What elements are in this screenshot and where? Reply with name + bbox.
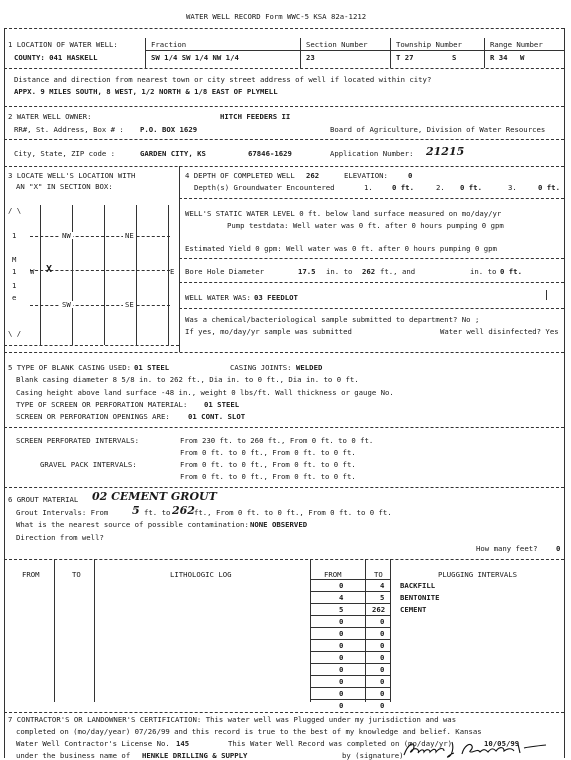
gravel-interval-1: From 0 ft. to 0 ft., From 0 ft. to 0 ft. <box>180 460 356 469</box>
signature-label: by (signature) <box>342 751 404 760</box>
record-completed-date: 10/05/99 <box>484 739 520 748</box>
log-header-to: TO <box>72 570 81 579</box>
divider <box>365 559 366 702</box>
plug-from: 0 <box>339 689 344 698</box>
fraction-field: SW 1/4 SW 1/4 NW 1/4 <box>151 53 239 62</box>
divider <box>4 427 564 428</box>
business-name-field: HENKLE DRILLING & SUPPLY <box>142 751 248 760</box>
plug-from: 0 <box>339 653 344 662</box>
signature-image <box>400 738 550 760</box>
plug-from: 4 <box>339 593 344 602</box>
range-dir: W <box>520 53 525 62</box>
grid-line <box>40 205 41 345</box>
grid-side-5: e <box>12 293 17 302</box>
divider <box>4 166 564 167</box>
well-water-field: 03 FEEDLOT <box>254 293 298 302</box>
depth-field: 262 <box>306 171 320 180</box>
divider <box>179 198 564 199</box>
bore-field: 17.5 <box>298 267 316 276</box>
section-divider <box>4 28 564 29</box>
plug-from: 0 <box>339 665 344 674</box>
plug-from: 0 <box>339 581 344 590</box>
plug-to: 0 <box>380 665 385 674</box>
direction-label: Direction from well? <box>16 533 104 542</box>
openings-field: 01 CONT. SLOT <box>188 412 246 421</box>
log-header-from: FROM <box>22 570 40 579</box>
divider <box>179 308 564 309</box>
locate-label-2: AN "X" IN SECTION BOX: <box>16 182 113 191</box>
bact-question: Was a chemical/bacteriological sample submitted to department? No ; <box>185 315 480 324</box>
casing-diameter-text: Blank casing diameter 8 5/8 in. to 262 ft., Dia in. to 0 ft., Dia in. to 0 ft. <box>16 375 359 384</box>
gw-2-value: 0 ft. <box>460 183 482 192</box>
business-name-label: under the business name of <box>16 751 131 760</box>
application-label: Application Number: <box>330 149 414 158</box>
license-field: 145 <box>176 739 190 748</box>
owner-field: HITCH FEEDERS II <box>220 112 291 121</box>
grout-intervals-label: Grout Intervals: From <box>16 508 109 517</box>
bore-in2-label: in. to <box>470 267 497 276</box>
elevation-label: ELEVATION: <box>344 171 388 180</box>
plug-to: 262 <box>372 605 386 614</box>
plug-from: 0 <box>339 677 344 686</box>
township-dir: S <box>452 53 457 62</box>
plug-to: 0 <box>380 701 385 710</box>
row-line <box>310 687 390 688</box>
divider <box>94 559 95 702</box>
grid-se: SE <box>125 300 134 309</box>
plug-from: 0 <box>339 701 344 710</box>
page-title: WATER WELL RECORD Form WWC-5 KSA 82a-1212 <box>186 12 367 21</box>
gw-2-num: 2. <box>436 183 445 192</box>
plug-from: 0 <box>339 617 344 626</box>
plug-material: BENTONITE <box>400 593 440 602</box>
locate-label-1: 3 LOCATE WELL'S LOCATION WITH <box>8 171 136 180</box>
license-label: Water Well Contractor's License No. <box>16 739 170 748</box>
contamination-field: NONE OBSERVED <box>250 520 308 529</box>
casing-label: 5 TYPE OF BLANK CASING USED: <box>8 363 132 372</box>
application-number: 21215 <box>426 145 465 158</box>
screen-interval-1: From 230 ft. to 260 ft., From 0 ft. to 0 ft. <box>180 436 374 445</box>
static-level-text: WELL'S STATIC WATER LEVEL 0 ft. below land surface measured on mo/day/yr <box>185 209 502 218</box>
zip-field: 67846-1629 <box>248 149 292 158</box>
divider <box>179 166 180 352</box>
township-label: Township Number <box>396 40 462 49</box>
grid-line <box>168 205 169 345</box>
contamination-label: What is the nearest source of possible contamination: <box>16 520 249 529</box>
divider <box>300 38 301 68</box>
section-number-label: Section Number <box>306 40 368 49</box>
divider <box>390 559 391 702</box>
range-label: Range Number <box>490 40 543 49</box>
section-number-field: 23 <box>306 53 315 62</box>
grid-ne: NE <box>125 231 134 240</box>
distance-question: Distance and direction from nearest town or city street address of well if located within city? <box>14 75 432 84</box>
township-field: T 27 <box>396 53 414 62</box>
gw-1-num: 1. <box>364 183 373 192</box>
joints-label: CASING JOINTS: <box>230 363 292 372</box>
grid-line <box>104 205 105 345</box>
grout-to-field: 262 <box>172 504 195 517</box>
sample-submitted-label: If yes, mo/day/yr sample was submitted <box>185 327 352 336</box>
grid-sw: SW <box>62 300 71 309</box>
city-field: GARDEN CITY, KS <box>140 149 206 158</box>
row-line <box>310 675 390 676</box>
gw-3-num: 3. <box>508 183 517 192</box>
divider <box>54 559 55 702</box>
plug-to: 0 <box>380 641 385 650</box>
divider <box>4 68 564 69</box>
plug-to: 4 <box>380 581 385 590</box>
screen-interval-2: From 0 ft. to 0 ft., From 0 ft. to 0 ft. <box>180 448 356 457</box>
row-line <box>310 663 390 664</box>
groundwater-label: Depth(s) Groundwater Encountered <box>194 183 335 192</box>
well-water-label: WELL WATER WAS: <box>185 293 251 302</box>
grout-intervals-rest: ft., From 0 ft. to 0 ft., From 0 ft. to 0 ft. <box>194 508 392 517</box>
certification-line-2: completed on (mo/day/year) 07/26/99 and this record is true to the best of my knowledge and belief. Kansas <box>16 727 482 736</box>
divider <box>4 487 564 488</box>
grout-material-field: 02 CEMENT GROUT <box>92 490 217 503</box>
gw-3-value: 0 ft. <box>538 183 560 192</box>
gravel-interval-2: From 0 ft. to 0 ft., From 0 ft. to 0 ft. <box>180 472 356 481</box>
divider <box>179 258 564 259</box>
grid-line <box>72 205 73 345</box>
frame-right <box>564 28 565 758</box>
log-header-from2: FROM <box>324 570 342 579</box>
plug-from: 0 <box>339 629 344 638</box>
row-line <box>310 603 390 604</box>
frame-left <box>4 28 5 758</box>
openings-label: SCREEN OR PERFORATION OPENINGS ARE: <box>16 412 170 421</box>
divider <box>145 38 146 68</box>
plug-from: 5 <box>339 605 344 614</box>
pump-test-text: Pump testdata: Well water was 0 ft. after 0 hours pumping 0 gpm <box>227 221 504 230</box>
grid-line <box>30 236 170 237</box>
row-line <box>310 651 390 652</box>
grid-side-1: 1 <box>12 231 17 240</box>
joints-field: WELDED <box>296 363 323 372</box>
plug-to: 0 <box>380 617 385 626</box>
divider <box>145 50 564 51</box>
grout-material-label: 6 GROUT MATERIAL <box>8 495 79 504</box>
grid-side-2: M <box>12 255 17 264</box>
log-header-lithologic: LITHOLOGIC LOG <box>170 570 232 579</box>
grid-corner-sw: \ / <box>8 329 22 338</box>
estimated-yield-text: Estimated Yield 0 gpm: Well water was 0 ft. after 0 hours pumping 0 gpm <box>185 244 497 253</box>
fraction-label: Fraction <box>151 40 187 49</box>
bore-ft-field: 262 <box>362 267 376 276</box>
screen-intervals-label: SCREEN PERFORATED INTERVALS: <box>16 436 140 445</box>
divider <box>390 38 391 68</box>
distance-field: APPX. 9 MILES SOUTH, 8 WEST, 1/2 NORTH & 1/8 EAST OF PLYMELL <box>14 87 278 96</box>
address-field: P.O. BOX 1629 <box>140 125 198 134</box>
bore-in-label: in. to <box>326 267 353 276</box>
divider <box>4 139 564 140</box>
how-many-feet-field: 0 <box>556 544 561 553</box>
screen-material-field: 01 STEEL <box>204 400 240 409</box>
city-label: City, State, ZIP code : <box>14 149 116 158</box>
tick <box>546 290 547 300</box>
grid-side-4: 1 <box>12 281 17 290</box>
row-line <box>310 639 390 640</box>
plug-to: 0 <box>380 653 385 662</box>
depth-label: 4 DEPTH OF COMPLETED WELL <box>185 171 295 180</box>
divider <box>4 106 564 107</box>
how-many-feet-label: How many feet? <box>476 544 538 553</box>
divider <box>4 559 564 560</box>
range-field: R 34 <box>490 53 508 62</box>
divider <box>179 282 564 283</box>
certification-line-1: 7 CONTRACTOR'S OR LANDOWNER'S CERTIFICATION: This water well was Plugged under my jurisdiction and was <box>8 715 457 724</box>
grid-west: W <box>30 267 35 276</box>
county-field: COUNTY: 041 HASKELL <box>14 53 98 62</box>
plug-to: 5 <box>380 593 385 602</box>
elevation-field: 0 <box>408 171 413 180</box>
bore-rest-label: ft., and <box>380 267 416 276</box>
address-label: RR#, St. Address, Box # : <box>14 125 124 134</box>
divider <box>310 579 390 580</box>
disinfected-field: Water well disinfected? Yes <box>440 327 559 336</box>
location-label: 1 LOCATION OF WATER WELL: <box>8 40 118 49</box>
grout-to-label: ft. to <box>144 508 171 517</box>
bore-label: Bore Hole Diameter <box>185 267 265 276</box>
row-line <box>310 591 390 592</box>
log-header-plugging: PLUGGING INTERVALS <box>438 570 518 579</box>
log-header-to2: TO <box>374 570 383 579</box>
gw-1-value: 0 ft. <box>392 183 414 192</box>
divider <box>4 352 564 353</box>
grid-line <box>4 345 179 346</box>
plug-to: 0 <box>380 689 385 698</box>
grout-from-field: 5 <box>132 504 140 517</box>
plug-from: 0 <box>339 641 344 650</box>
grid-corner-nw: / \ <box>8 206 22 215</box>
grid-nw: NW <box>62 231 71 240</box>
well-location-mark: X <box>46 264 53 275</box>
row-line <box>310 615 390 616</box>
plug-material: BACKFILL <box>400 581 436 590</box>
gravel-intervals-label: GRAVEL PACK INTERVALS: <box>40 460 137 469</box>
casing-height-text: Casing height above land surface -48 in., weight 0 lbs/ft. Wall thickness or gauge No. <box>16 388 394 397</box>
plug-to: 0 <box>380 677 385 686</box>
divider <box>4 712 564 713</box>
divider <box>310 559 311 702</box>
bore-ft2-field: 0 ft. <box>500 267 522 276</box>
grid-line <box>30 305 170 306</box>
owner-label: 2 WATER WELL OWNER: <box>8 112 92 121</box>
divider <box>484 38 485 68</box>
row-line <box>310 627 390 628</box>
grid-line <box>136 205 137 345</box>
casing-field: 01 STEEL <box>134 363 170 372</box>
plug-material: CEMENT <box>400 605 427 614</box>
grid-east: E <box>170 267 175 276</box>
record-completed-label: This Water Well Record was completed on (mo/day/yr) <box>228 739 453 748</box>
grid-side-3: 1 <box>12 267 17 276</box>
board-text: Board of Agriculture, Division of Water Resources <box>330 125 546 134</box>
plug-to: 0 <box>380 629 385 638</box>
row-line <box>310 699 390 700</box>
screen-material-label: TYPE OF SCREEN OR PERFORATION MATERIAL: <box>16 400 188 409</box>
